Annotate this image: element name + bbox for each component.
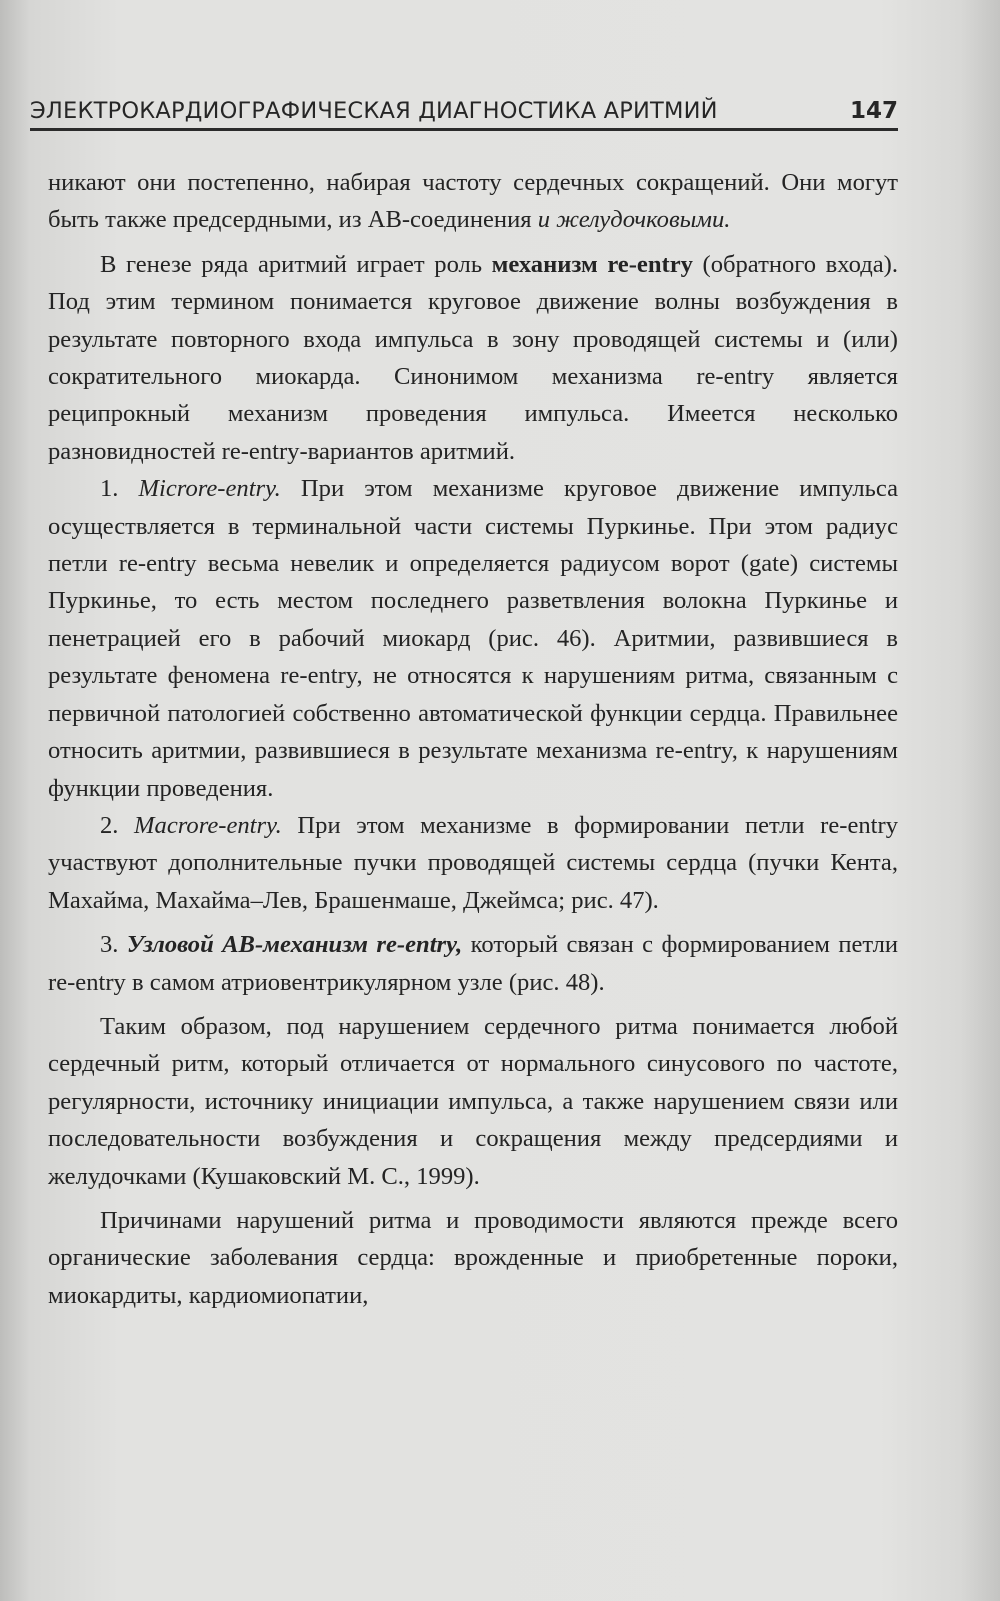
paragraph-7-text: Причинами нарушений ритма и проводимости являются прежде всего органические заболевания сердца: врожденные и приобретенные пороки, миокардиты, кардиомиопатии,: [48, 1206, 898, 1309]
paragraph-5-term: Узловой АВ-механизм re-entry,: [126, 931, 463, 959]
paragraph-5-text: который связан с формированием петли re-entry в самом атриовентрикулярном узле (рис. 48).: [48, 931, 899, 996]
paragraph-5: [48, 926, 898, 1001]
paragraph-6: [48, 1008, 898, 1195]
paragraph-3: [48, 470, 898, 807]
running-header-title: ЭЛЕКТРОКАРДИОГРАФИЧЕСКАЯ ДИАГНОСТИКА АРИТМИЙ: [30, 98, 718, 124]
paragraph-4: [48, 807, 898, 919]
paragraph-2-term: механизм re-entry: [491, 250, 693, 278]
paragraph-5-number: 3.: [100, 931, 127, 959]
paragraph-2: [48, 246, 898, 470]
body-text: [48, 164, 898, 1314]
paragraph-6-text: Таким образом, под нарушением сердечного ритма понимается любой сердечный ритм, который отличается от нормального синусового по частоте, регулярности, источнику инициации импульса, а также нарушением связи или последовательности возбуждения и сокращения между предсердиями и желудочками (Кушаковский М. С., 1999).: [48, 1012, 898, 1190]
paragraph-4-number: 2.: [100, 811, 135, 839]
paragraph-1-italic: и желудочковыми.: [537, 206, 731, 234]
paragraph-3-number: 1.: [100, 475, 139, 503]
paragraph-4-text: При этом механизме в формировании петли re-entry участвуют дополнительные пучки проводящей системы сердца (пучки Кента, Махайма, Махайма–Лев, Брашенмаше, Джеймса; рис. 47).: [48, 811, 899, 914]
paragraph-3-text: При этом механизме круговое движение импульса осуществляется в терминальной части системы Пуркинье. При этом радиус петли re-entry весьма невелик и определяется радиусом ворот (gate) системы Пуркинье, то есть местом последнего разветвления волокна Пуркинье и пенетрацией его в рабочий миокард (рис. 46). Аритмии, развившиеся в результате феномена re-entry, не относятся к нарушениям ритма, связанным с первичной патологией собственно автоматической функции сердца. Правильнее относить аритмии, развившиеся в результате механизма re-entry, к нарушениям функции проведения.: [48, 475, 898, 802]
paragraph-2-text: (обратного входа). Под этим термином понимается круговое движение волны возбуждения в результате повторного входа импульса в зону проводящей системы и (или) сократительного миокарда. Синонимом механизма re-entry является реципрокный механизм проведения импульса. Имеется несколько разновидностей re-entry-вариантов аритмий.: [48, 250, 898, 465]
paragraph-1-text: никают они постепенно, набирая частоту сердечных сокращений. Они могут быть также предсердными, из АВ-соединения: [48, 169, 898, 234]
paragraph-3-term: Microre-entry.: [138, 475, 281, 503]
paragraph-4-term: Macrore-entry.: [134, 811, 282, 839]
running-header: [30, 92, 898, 131]
paragraph-2-lead: В генезе ряда аритмий играет роль: [100, 250, 492, 278]
page-number: 147: [849, 98, 898, 124]
paragraph-7: [48, 1202, 898, 1314]
paragraph-1: [48, 164, 898, 239]
